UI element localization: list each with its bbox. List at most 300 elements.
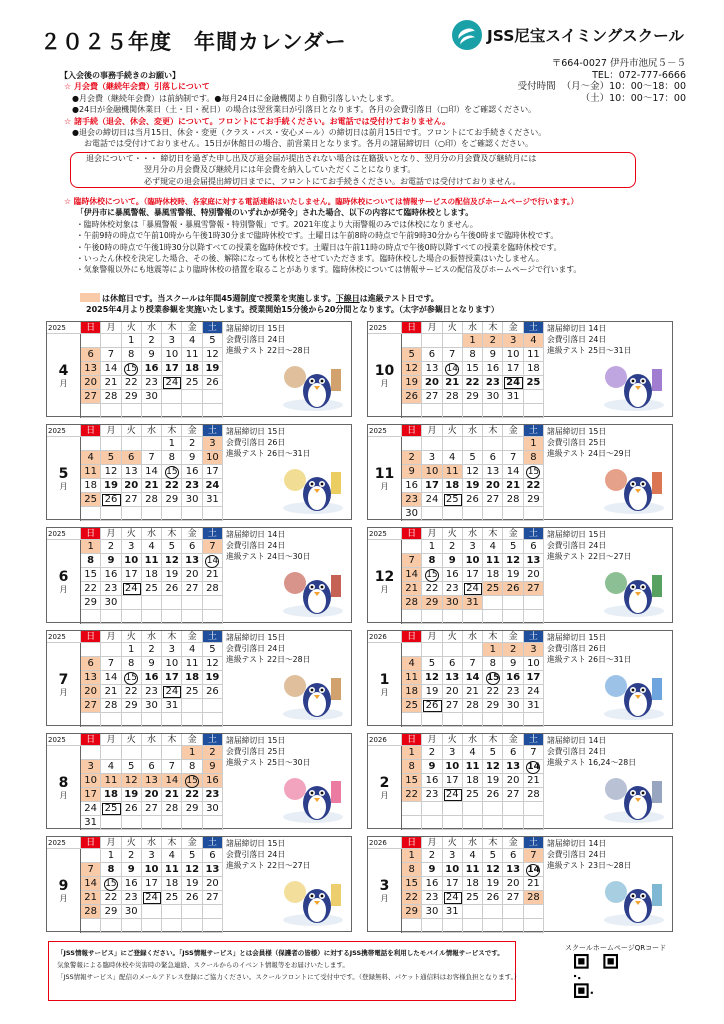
- empty-cell: [483, 610, 503, 624]
- empty-cell: [101, 713, 121, 727]
- weekday-header: 土: [524, 528, 544, 540]
- day-cell: 25: [463, 788, 483, 802]
- month-number: 1: [379, 672, 390, 688]
- day-cell: 22: [122, 685, 142, 699]
- day-cell: 13: [203, 863, 223, 877]
- day-cell: 18: [182, 362, 202, 376]
- empty-cell: [422, 404, 442, 418]
- day-cell: 4: [483, 540, 503, 554]
- empty-cell: [402, 610, 422, 624]
- empty-cell: [402, 643, 422, 657]
- weekday-header: 水: [463, 631, 483, 643]
- day-cell: 30: [142, 699, 162, 713]
- day-cell: 29: [182, 802, 202, 816]
- day-cell: 21: [463, 685, 483, 699]
- withdrawal-line-1: 退会について・・・ 締切日を過ぎた申し出及び退会届が提出されない場合は在籍扱いとなり、翌月分の月会費及び継続月には: [86, 154, 537, 163]
- weekday-header: 金: [503, 322, 523, 334]
- month-grid: [368, 528, 544, 624]
- day-cell: 29: [101, 905, 121, 919]
- empty-cell: [101, 919, 121, 933]
- day-cell: 20: [182, 568, 202, 582]
- month-label: [368, 849, 402, 933]
- empty-cell: [142, 713, 162, 727]
- weekday-header: 火: [443, 631, 463, 643]
- empty-cell: [402, 919, 422, 933]
- empty-cell: [524, 390, 544, 404]
- day-cell: 2: [443, 540, 463, 554]
- empty-cell: [402, 802, 422, 816]
- day-cell: 27: [122, 493, 142, 507]
- empty-cell: [503, 610, 523, 624]
- weekday-header: 木: [483, 322, 503, 334]
- empty-cell: [503, 919, 523, 933]
- day-cell: 21: [101, 376, 121, 390]
- empty-cell: [203, 507, 223, 521]
- month-grid: [368, 322, 544, 418]
- day-cell: 7: [524, 746, 544, 760]
- month-calendar-2025-9: [46, 836, 352, 932]
- month-info-line: 諸届締切日 14日: [226, 530, 286, 539]
- logo-text: JSS尼宝スイミングスクール: [487, 27, 684, 45]
- weekday-header: 月: [422, 322, 442, 334]
- fee-heading: ☆ 月会費（継続年会費）引落しについて: [64, 82, 210, 92]
- day-cell: 20: [422, 376, 442, 390]
- day-cell: 15: [402, 877, 422, 891]
- month-grid: [47, 425, 223, 521]
- day-cell: 19: [122, 788, 142, 802]
- day-cell: 14: [101, 671, 121, 685]
- empty-cell: [162, 919, 182, 933]
- day-cell: 27: [503, 891, 523, 905]
- weekday-header: 水: [463, 322, 483, 334]
- day-cell: 4: [524, 334, 544, 348]
- day-cell: 12: [422, 671, 442, 685]
- day-cell: 3: [122, 540, 142, 554]
- day-cell: 20: [142, 788, 162, 802]
- day-cell: 14: [142, 465, 162, 479]
- month-info-line: 進級テスト 25日～30日: [226, 757, 311, 767]
- day-cell: 23: [101, 582, 121, 596]
- month-grid: [368, 631, 544, 727]
- day-cell: 11: [402, 671, 422, 685]
- day-cell: 28: [203, 582, 223, 596]
- day-cell: 19: [402, 376, 422, 390]
- day-cell: 24: [162, 685, 182, 699]
- weekday-header: 木: [483, 631, 503, 643]
- day-cell: 17: [142, 877, 162, 891]
- weekday-header: 日: [402, 322, 422, 334]
- month-label: [368, 334, 402, 418]
- day-cell: 12: [122, 774, 142, 788]
- day-cell: 7: [81, 863, 101, 877]
- day-cell: 7: [463, 657, 483, 671]
- day-cell: 7: [101, 348, 121, 362]
- day-cell: 15: [463, 362, 483, 376]
- day-cell: 11: [483, 554, 503, 568]
- month-info-line: 会費引落日 25日: [547, 437, 607, 447]
- weekday-header: 木: [162, 837, 182, 849]
- day-cell: 1: [402, 849, 422, 863]
- weekday-header: 水: [142, 837, 162, 849]
- day-cell: 14: [463, 671, 483, 685]
- weekday-header: 土: [203, 425, 223, 437]
- day-cell: 31: [443, 905, 463, 919]
- day-cell: 3: [503, 334, 523, 348]
- month-suffix: 月: [380, 585, 389, 594]
- empty-cell: [182, 596, 202, 610]
- day-cell: 2: [142, 643, 162, 657]
- empty-cell: [182, 390, 202, 404]
- month-suffix: 月: [380, 791, 389, 800]
- day-cell: 30: [422, 905, 442, 919]
- weekday-header: 日: [81, 631, 101, 643]
- empty-cell: [463, 713, 483, 727]
- day-cell: 2: [203, 746, 223, 760]
- year-label: 2025: [47, 837, 81, 849]
- day-cell: 9: [122, 863, 142, 877]
- day-cell: 24: [142, 891, 162, 905]
- month-suffix: 月: [59, 688, 68, 697]
- empty-cell: [443, 610, 463, 624]
- day-cell: 24: [203, 479, 223, 493]
- empty-cell: [402, 404, 422, 418]
- weekday-header: 月: [422, 528, 442, 540]
- day-cell: 16: [182, 465, 202, 479]
- weekday-header: 木: [162, 322, 182, 334]
- year-label: 2025: [368, 528, 402, 540]
- day-cell: 2: [503, 643, 523, 657]
- month-info-line: 進級テスト 22日～27日: [226, 860, 311, 870]
- day-cell: 28: [142, 493, 162, 507]
- penguin-house-icon: [281, 664, 345, 722]
- empty-cell: [463, 610, 483, 624]
- year-label: 2025: [47, 734, 81, 746]
- day-cell: 31: [524, 699, 544, 713]
- month-info-line: 進級テスト 26日～31日: [547, 654, 632, 664]
- month-number: 5: [58, 466, 69, 482]
- day-cell: 2: [182, 437, 202, 451]
- day-cell: 28: [443, 390, 463, 404]
- day-cell: 1: [463, 334, 483, 348]
- day-cell: 29: [81, 596, 101, 610]
- empty-cell: [203, 596, 223, 610]
- month-label: [47, 334, 81, 418]
- day-cell: 18: [402, 685, 422, 699]
- day-cell: [182, 774, 202, 788]
- day-cell: 5: [182, 849, 202, 863]
- month-info: [547, 633, 631, 665]
- month-label: [368, 746, 402, 830]
- month-number: 7: [58, 672, 69, 688]
- day-cell: 9: [402, 465, 422, 479]
- empty-cell: [142, 746, 162, 760]
- day-cell: 7: [402, 554, 422, 568]
- day-cell: 11: [463, 863, 483, 877]
- month-label: [368, 540, 402, 624]
- empty-cell: [182, 610, 202, 624]
- day-cell: 6: [142, 760, 162, 774]
- day-cell: 18: [101, 788, 121, 802]
- empty-cell: [203, 404, 223, 418]
- weekday-header: 金: [182, 631, 202, 643]
- empty-cell: [443, 713, 463, 727]
- empty-cell: [182, 905, 202, 919]
- day-cell: 17: [524, 671, 544, 685]
- day-cell: [162, 465, 182, 479]
- day-cell: 10: [443, 760, 463, 774]
- day-cell: [524, 760, 544, 774]
- day-cell: 17: [203, 465, 223, 479]
- day-cell: 7: [203, 540, 223, 554]
- month-label: [47, 540, 81, 624]
- empty-cell: [422, 802, 442, 816]
- hours-weekday: （月～金）10：00～18：00: [561, 81, 686, 92]
- day-cell: 29: [122, 390, 142, 404]
- deadline-circle: 15: [186, 776, 198, 786]
- day-cell: 30: [443, 596, 463, 610]
- empty-cell: [483, 404, 503, 418]
- day-cell: 23: [142, 376, 162, 390]
- day-cell: 1: [162, 437, 182, 451]
- calendar-legend: [80, 293, 499, 316]
- empty-cell: [463, 905, 483, 919]
- month-info-line: 進級テスト 24日～29日: [547, 448, 632, 458]
- withdrawal-notice: [86, 153, 536, 187]
- month-label: [368, 437, 402, 521]
- day-cell: 1: [524, 437, 544, 451]
- procedure-line-1: ●退会の締切日は当月15日、休会・変更（クラス・バス・安心メール）の締切日は前月15日です。フロントにてお手続きください。: [72, 128, 547, 138]
- day-cell: 23: [443, 582, 463, 596]
- empty-cell: [463, 802, 483, 816]
- day-cell: 17: [443, 774, 463, 788]
- penguin-shrine-icon: [281, 561, 345, 619]
- day-cell: 8: [402, 863, 422, 877]
- empty-cell: [443, 334, 463, 348]
- day-cell: 24: [463, 582, 483, 596]
- weekday-header: 水: [142, 322, 162, 334]
- day-cell: 6: [503, 849, 523, 863]
- weekday-header: 金: [182, 322, 202, 334]
- month-info-line: 進級テスト 22日～28日: [226, 654, 311, 664]
- month-info-line: 諸届締切日 15日: [226, 633, 286, 642]
- month-grid: [47, 631, 223, 727]
- empty-cell: [142, 816, 162, 830]
- notices-title: 【入会後の事務手続きのお願い】: [60, 71, 180, 80]
- day-cell: 30: [122, 905, 142, 919]
- deadline-circle: 15: [166, 467, 178, 477]
- day-cell: 13: [503, 863, 523, 877]
- day-cell: 26: [483, 891, 503, 905]
- year-label: 2025: [47, 322, 81, 334]
- day-cell: 28: [81, 905, 101, 919]
- day-cell: 16: [483, 362, 503, 376]
- month-suffix: 月: [59, 585, 68, 594]
- month-info-line: 会費引落日 24日: [226, 849, 286, 859]
- closure-heading-note: （臨時休校時、各家庭に対する電話連絡はいたしません。臨時休校については情報サービスの配信及びホームページで行います。）: [143, 197, 579, 206]
- empty-cell: [162, 404, 182, 418]
- day-cell: 7: [524, 849, 544, 863]
- month-info-line: 諸届締切日 14日: [547, 839, 607, 848]
- month-suffix: 月: [59, 379, 68, 388]
- day-cell: 16: [422, 877, 442, 891]
- year-label: 2025: [47, 528, 81, 540]
- day-cell: [443, 362, 463, 376]
- day-cell: 16: [142, 362, 162, 376]
- month-grid: [368, 837, 544, 933]
- empty-cell: [422, 643, 442, 657]
- closure-line-4: ・いったん休校を決定した場合、その後、解除になっても休校とさせていただきます。臨時休校した場合の振替授業はいたしません。: [76, 254, 544, 264]
- day-cell: 1: [402, 746, 422, 760]
- day-cell: 3: [142, 849, 162, 863]
- day-cell: 22: [162, 479, 182, 493]
- day-cell: 24: [122, 582, 142, 596]
- day-cell: 27: [182, 582, 202, 596]
- day-cell: 25: [402, 699, 422, 713]
- day-cell: 14: [402, 568, 422, 582]
- weekday-header: 火: [122, 322, 142, 334]
- day-cell: 9: [422, 760, 442, 774]
- weekday-header: 木: [483, 837, 503, 849]
- day-cell: 17: [162, 362, 182, 376]
- month-grid: [47, 837, 223, 933]
- day-cell: 15: [81, 568, 101, 582]
- deadline-circle: 15: [105, 879, 117, 889]
- empty-cell: [503, 802, 523, 816]
- month-grid: [368, 425, 544, 521]
- empty-cell: [142, 919, 162, 933]
- month-grid: [47, 528, 223, 624]
- penguin-curling-icon: [602, 870, 666, 928]
- day-cell: 22: [182, 788, 202, 802]
- day-cell: 9: [443, 554, 463, 568]
- jss-logo-icon: [452, 20, 482, 50]
- weekday-header: 金: [182, 425, 202, 437]
- month-info-line: 会費引落日 24日: [226, 334, 286, 344]
- weekday-header: 水: [142, 425, 162, 437]
- day-cell: 21: [503, 479, 523, 493]
- day-cell: 29: [122, 699, 142, 713]
- weekday-header: 金: [503, 734, 523, 746]
- month-calendar-2025-8: [46, 733, 352, 829]
- day-cell: 1: [81, 540, 101, 554]
- empty-cell: [122, 507, 142, 521]
- day-cell: 28: [463, 699, 483, 713]
- weekday-header: 火: [122, 425, 142, 437]
- empty-cell: [203, 610, 223, 624]
- day-cell: 4: [81, 451, 101, 465]
- weekday-header: 月: [101, 837, 121, 849]
- legend-underline: 下線日: [335, 294, 360, 303]
- info-service-line-3: 「JSS情報サービス」配信のメールアドレス登録にご協力ください。スクールフロントにて受付中です。（登録無料、パケット通信料はお客様負担となります。）: [57, 973, 521, 981]
- day-cell: 10: [162, 348, 182, 362]
- day-cell: 11: [142, 554, 162, 568]
- empty-cell: [443, 816, 463, 830]
- month-label: [47, 437, 81, 521]
- day-cell: 26: [101, 493, 121, 507]
- day-cell: 22: [402, 788, 422, 802]
- day-cell: 22: [122, 376, 142, 390]
- day-cell: 23: [182, 479, 202, 493]
- month-calendar-2025-10: [367, 321, 673, 417]
- month-info: [547, 530, 631, 562]
- day-cell: 20: [443, 685, 463, 699]
- qr-code-icon[interactable]: [574, 954, 618, 998]
- empty-cell: [503, 404, 523, 418]
- weekday-header: 水: [463, 837, 483, 849]
- day-cell: 24: [443, 788, 463, 802]
- empty-cell: [203, 713, 223, 727]
- day-cell: 17: [443, 877, 463, 891]
- day-cell: 16: [101, 568, 121, 582]
- empty-cell: [81, 404, 101, 418]
- weekday-header: 日: [402, 528, 422, 540]
- day-cell: 2: [101, 540, 121, 554]
- month-info-line: 進級テスト 24日～30日: [226, 551, 311, 561]
- day-cell: 21: [524, 774, 544, 788]
- day-cell: 2: [122, 849, 142, 863]
- day-cell: 12: [483, 760, 503, 774]
- day-cell: 3: [162, 334, 182, 348]
- empty-cell: [402, 334, 422, 348]
- day-cell: 2: [483, 334, 503, 348]
- day-cell: 2: [422, 849, 442, 863]
- weekday-header: 木: [162, 631, 182, 643]
- empty-cell: [203, 919, 223, 933]
- day-cell: 13: [524, 554, 544, 568]
- day-cell: 11: [182, 348, 202, 362]
- day-cell: 27: [503, 788, 523, 802]
- month-info-line: 諸届締切日 15日: [547, 530, 607, 539]
- day-cell: 6: [122, 451, 142, 465]
- empty-cell: [203, 816, 223, 830]
- deadline-circle: 15: [486, 673, 500, 683]
- month-info-line: 進級テスト 22日～28日: [226, 345, 311, 355]
- day-cell: 26: [503, 582, 523, 596]
- day-cell: 13: [483, 465, 503, 479]
- procedure-notices: [48, 70, 688, 150]
- empty-cell: [503, 713, 523, 727]
- weekday-header: 火: [122, 734, 142, 746]
- day-cell: 29: [422, 596, 442, 610]
- day-cell: 24: [503, 376, 523, 390]
- day-cell: 31: [203, 493, 223, 507]
- month-info-line: 会費引落日 24日: [226, 540, 286, 550]
- day-cell: 8: [162, 451, 182, 465]
- empty-cell: [483, 437, 503, 451]
- day-cell: 13: [443, 671, 463, 685]
- empty-cell: [81, 713, 101, 727]
- month-suffix: 月: [59, 791, 68, 800]
- weekday-header: 月: [101, 734, 121, 746]
- day-cell: 3: [463, 540, 483, 554]
- empty-cell: [402, 540, 422, 554]
- weekday-header: 水: [142, 631, 162, 643]
- month-suffix: 月: [380, 379, 389, 388]
- day-cell: 3: [524, 643, 544, 657]
- procedure-heading-note: フロントにてお手続ください。お電話では受付けておりません。: [217, 116, 451, 126]
- day-cell: 1: [122, 643, 142, 657]
- month-number: 2: [379, 775, 390, 791]
- day-cell: 14: [503, 465, 523, 479]
- day-cell: 4: [182, 643, 202, 657]
- empty-cell: [101, 610, 121, 624]
- month-info-line: 諸届締切日 14日: [547, 736, 607, 745]
- day-cell: 28: [101, 390, 121, 404]
- day-cell: 30: [203, 802, 223, 816]
- year-label: 2025: [47, 425, 81, 437]
- day-cell: 28: [524, 891, 544, 905]
- info-service-line-1: 「JSS情報サービス」にご登録ください。「JSS情報サービス」とは会員様（保護者の皆様）に対するJSS携帯電話を利用したモバイル情報サービスです。: [57, 949, 504, 957]
